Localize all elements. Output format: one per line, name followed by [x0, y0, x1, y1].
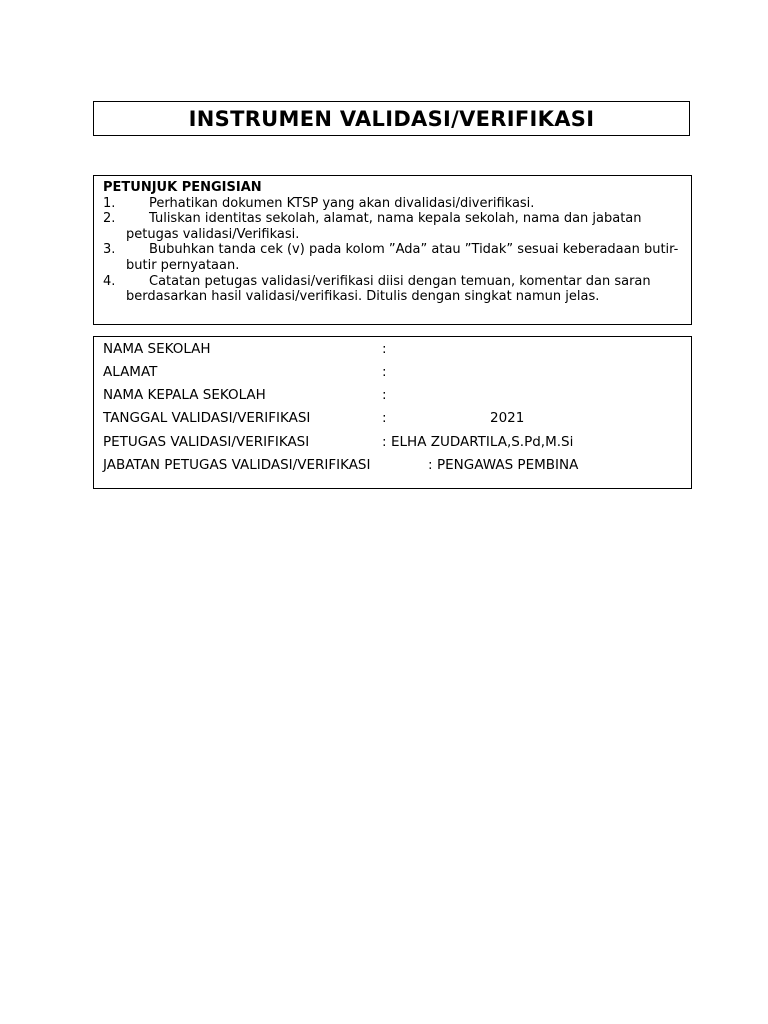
school-info-box — [93, 336, 692, 489]
instructions-heading: PETUNJUK PENGISIAN — [103, 180, 262, 195]
info-label: ALAMAT — [103, 364, 158, 380]
instructions-list — [103, 196, 681, 305]
info-separator: : — [382, 434, 387, 450]
info-separator: : — [382, 341, 387, 357]
instruction-text: Perhatikan dokumen KTSP yang akan divalidasi/diverifikasi. — [149, 195, 535, 211]
instruction-text: Bubuhkan tanda cek (v) pada kolom ”Ada” atau ”Tidak” sesuai keberadaan butir-butir pernyataan. — [126, 242, 679, 273]
info-value: PENGAWAS PEMBINA — [437, 457, 579, 473]
info-separator: : — [382, 387, 387, 403]
instruction-number: 3. — [103, 242, 116, 258]
title-box — [93, 101, 690, 136]
info-value: 2021 — [490, 410, 525, 426]
info-label: NAMA KEPALA SEKOLAH — [103, 387, 266, 403]
info-separator: : — [382, 410, 387, 426]
info-label: JABATAN PETUGAS VALIDASI/VERIFIKASI — [103, 457, 371, 473]
instruction-text: Tuliskan identitas sekolah, alamat, nama kepala sekolah, nama dan jabatan petugas validasi/Verifikasi. — [126, 211, 642, 242]
instructions-box — [93, 175, 692, 325]
info-value: ELHA ZUDARTILA,S.Pd,M.Si — [391, 434, 574, 450]
instruction-number: 2. — [103, 211, 116, 227]
instruction-text: Catatan petugas validasi/verifikasi diisi dengan temuan, komentar dan saran berdasarkan hasil validasi/verifikasi. Ditulis dengan singkat namun jelas. — [126, 273, 651, 305]
instruction-item — [103, 242, 681, 273]
info-separator: : — [382, 364, 387, 380]
info-separator: : — [428, 457, 433, 473]
instruction-item — [103, 211, 681, 242]
instruction-item — [103, 274, 681, 305]
info-label: PETUGAS VALIDASI/VERIFIKASI — [103, 434, 310, 450]
document-title: INSTRUMEN VALIDASI/VERIFIKASI — [188, 106, 595, 131]
info-label: NAMA SEKOLAH — [103, 341, 211, 357]
instruction-item — [103, 196, 681, 212]
info-label: TANGGAL VALIDASI/VERIFIKASI — [103, 410, 311, 426]
instruction-number: 4. — [103, 273, 116, 289]
instruction-number: 1. — [103, 195, 116, 211]
